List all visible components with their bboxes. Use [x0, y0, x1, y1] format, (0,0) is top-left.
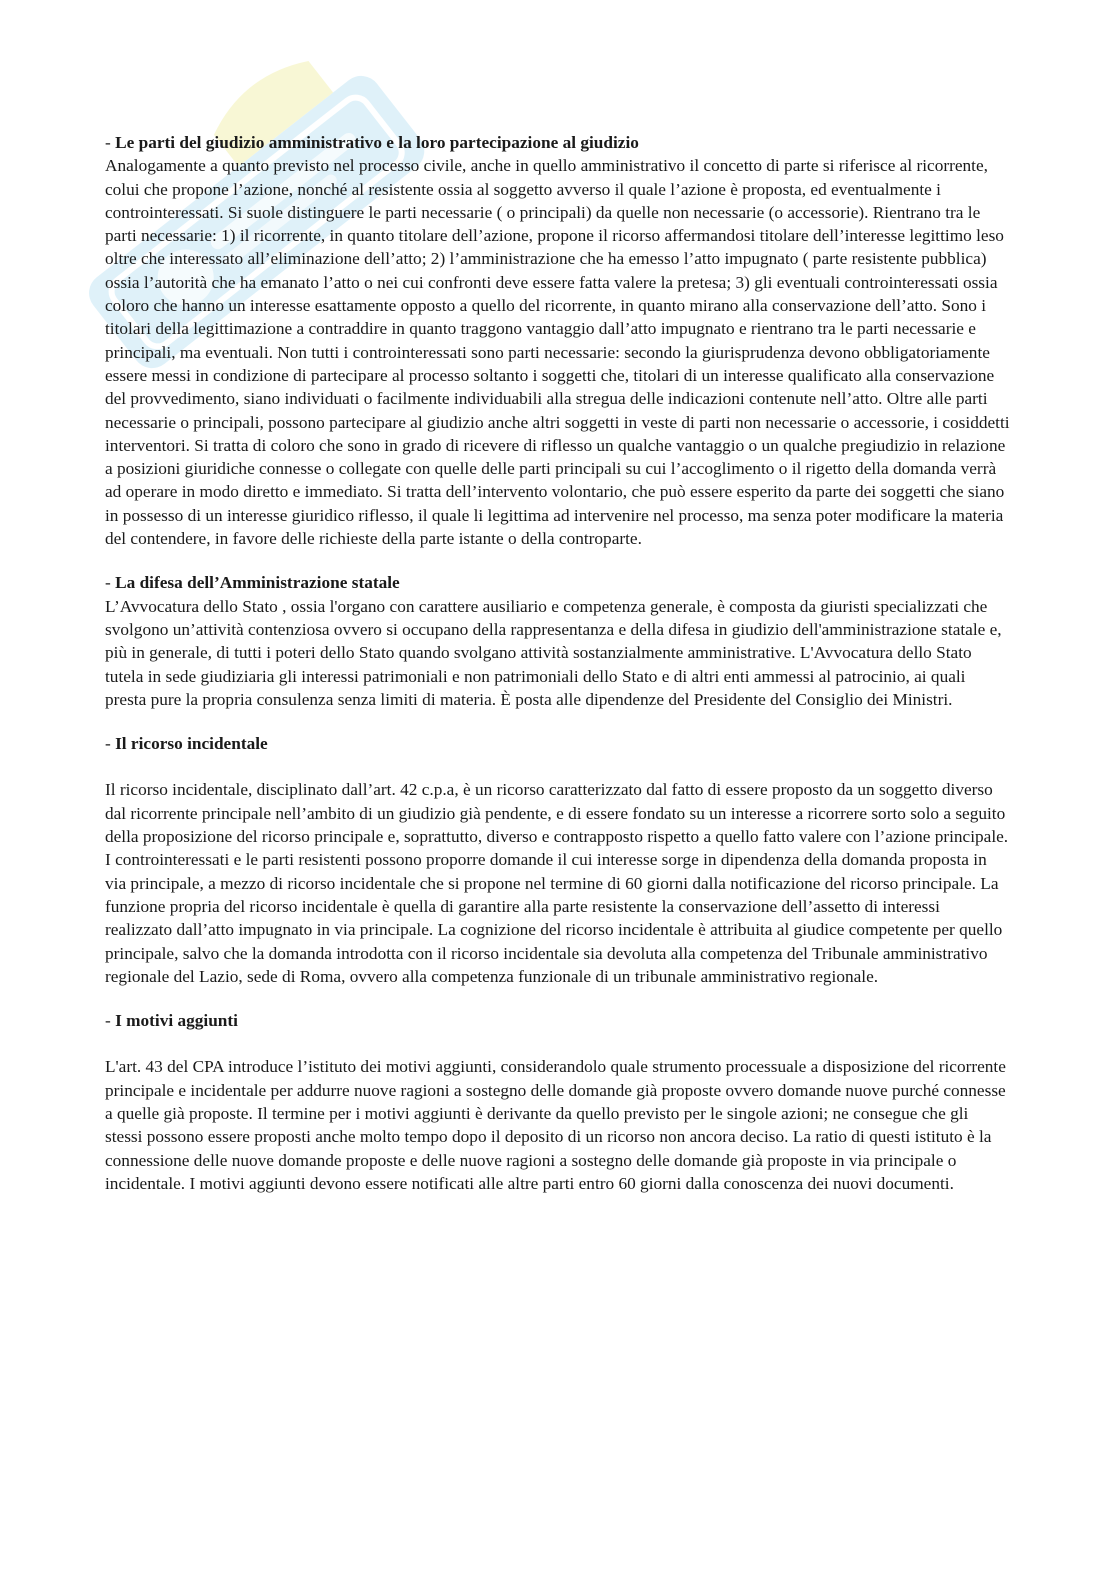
- section-motivi-aggiunti: [105, 1009, 1010, 1195]
- heading-dash: -: [105, 573, 116, 593]
- heading-title: Le parti del giudizio amministrativo e la loro partecipazione al giudizio: [115, 133, 639, 152]
- document-page: [105, 131, 1010, 1195]
- section-heading: [105, 1009, 1010, 1032]
- section-parti: [105, 131, 1010, 550]
- section-paragraph: Analogamente a quanto previsto nel processo civile, anche in quello amministrativo il concetto di parte si riferisce al ricorrente, colui che propone l’azione, nonché al resistente ossia al soggetto avverso il quale l’azione è proposta, ed eventualmente i controinteressati. Si suole distinguere le parti necessarie ( o principali) da quelle non necessarie (o accessorie). Rientrano tra le parti necessarie: 1) il ricorrente, in quanto titolare dell’azione, propone il ricorso affermandosi titolare dell’interesse legittimo leso oltre che interessato all’eliminazione dell’atto; 2) l’amministrazione che ha emesso l’atto impugnato ( parte resistente pubblica) ossia l’autorità che ha emanato l’atto o nei cui confronti deve essere fatta valere la pretesa; 3) gli eventuali controinteressati ossia coloro che hanno un interesse esattamente opposto a quello del ricorrente, in quanto mirano alla conservazione dell’atto. Sono i titolari della legittimazione a contraddire in quanto traggono vantaggio dall’atto impugnato e rientrano tra le parti necessarie e principali, ma eventuali. Non tutti i controinteressati sono parti necessarie: secondo la giurisprudenza devono obbligatoriamente essere messi in condizione di partecipare al processo soltanto i soggetti che, titolari di un interesse qualificato alla conservazione del provvedimento, siano individuati o facilmente individuabili alla stregua delle indicazioni contenute nell’atto. Oltre alle parti necessarie o principali, possono partecipare al giudizio anche altri soggetti in veste di parti non necessarie o accessorie, i cosiddetti interventori. Si tratta di coloro che sono in grado di ricevere di riflesso un qualche vantaggio o un qualche pregiudizio in relazione a posizioni giuridiche connesse o collegate con quelle delle parti principali su cui l’accoglimento o il rigetto della domanda verrà ad operare in modo diretto e immediato. Si tratta dell’intervento volontario, che può essere esperito da parte dei soggetti che siano in possesso di un interesse giuridico riflesso, il quale li legittima ad intervenire nel processo, ma senza poter modificare la materia del contendere, in favore delle richieste della parte istante o della controparte.: [105, 156, 1010, 549]
- section-paragraph: L'art. 43 del CPA introduce l’istituto dei motivi aggiunti, considerandolo quale strumento processuale a disposizione del ricorrente principale e incidentale per addurre nuove ragioni a sostegno delle domande già proposte ovvero domande nuove purché connesse a quelle già proposte. Il termine per i motivi aggiunti è derivante da quello previsto per le singole azioni; ne consegue che gli stessi possono essere proposti anche molto tempo dopo il deposito di un ricorso non ancora deciso. La ratio di questi istituto è la connessione delle nuove domande proposte e delle nuove ragioni a sostegno delle domande già proposte in via principale o incidentale. I motivi aggiunti devono essere notificati alle altre parti entro 60 giorni dalla conoscenza dei nuovi documenti.: [105, 1057, 1006, 1193]
- heading-title: La difesa dell’Amministrazione statale: [115, 573, 400, 593]
- heading-title: I motivi aggiunti: [115, 1011, 238, 1031]
- section-heading: [105, 571, 1010, 594]
- heading-dash: -: [105, 1011, 116, 1031]
- heading-dash: -: [105, 133, 116, 152]
- section-heading: [105, 131, 1010, 154]
- section-difesa: [105, 571, 1010, 711]
- section-ricorso-incidentale: [105, 732, 1010, 988]
- heading-dash: -: [105, 734, 116, 754]
- section-paragraph: Il ricorso incidentale, disciplinato dall’art. 42 c.p.a, è un ricorso caratterizzato dal fatto di essere proposto da un soggetto diverso dal ricorrente principale nell’ambito di un giudizio già pendente, e di essere fondato su un interesse a ricorrere sorto solo a seguito della proposizione del ricorso principale e, soprattutto, diverso e contrapposto rispetto a quello fatto valere con l’azione principale. I controinteressati e le parti resistenti possono proporre domande il cui interesse sorge in dipendenza della domanda proposta in via principale, a mezzo di ricorso incidentale che si propone nel termine di 60 giorni dalla notificazione del ricorso principale. La funzione propria del ricorso incidentale è quella di garantire alla parte resistente la conservazione dell’assetto di interessi realizzato dall’atto impugnato in via principale. La cognizione del ricorso incidentale è attribuita al giudice competente per quello principale, salvo che la domanda introdotta con il ricorso incidentale sia devoluta alla competenza del Tribunale amministrativo regionale del Lazio, sede di Roma, ovvero alla competenza funzionale di un tribunale amministrativo regionale.: [105, 780, 1009, 986]
- section-heading: [105, 732, 1010, 755]
- section-paragraph: L’Avvocatura dello Stato , ossia l'organo con carattere ausiliario e competenza generale, è composta da giuristi specializzati che svolgono un’attività contenziosa ovvero si occupano della rappresentanza e della difesa in giudizio dell'amministrazione statale e, più in generale, di tutti i poteri dello Stato quando svolgano attività sostanzialmente amministrative. L'Avvocatura dello Stato tutela in sede giudiziaria gli interessi patrimoniali e non patrimoniali dello Stato e di altri enti ammessi al patrocinio, ai quali presta pure la propria consulenza senza limiti di materia. È posta alle dipendenze del Presidente del Consiglio dei Ministri.: [105, 596, 1002, 709]
- heading-title: Il ricorso incidentale: [115, 734, 268, 754]
